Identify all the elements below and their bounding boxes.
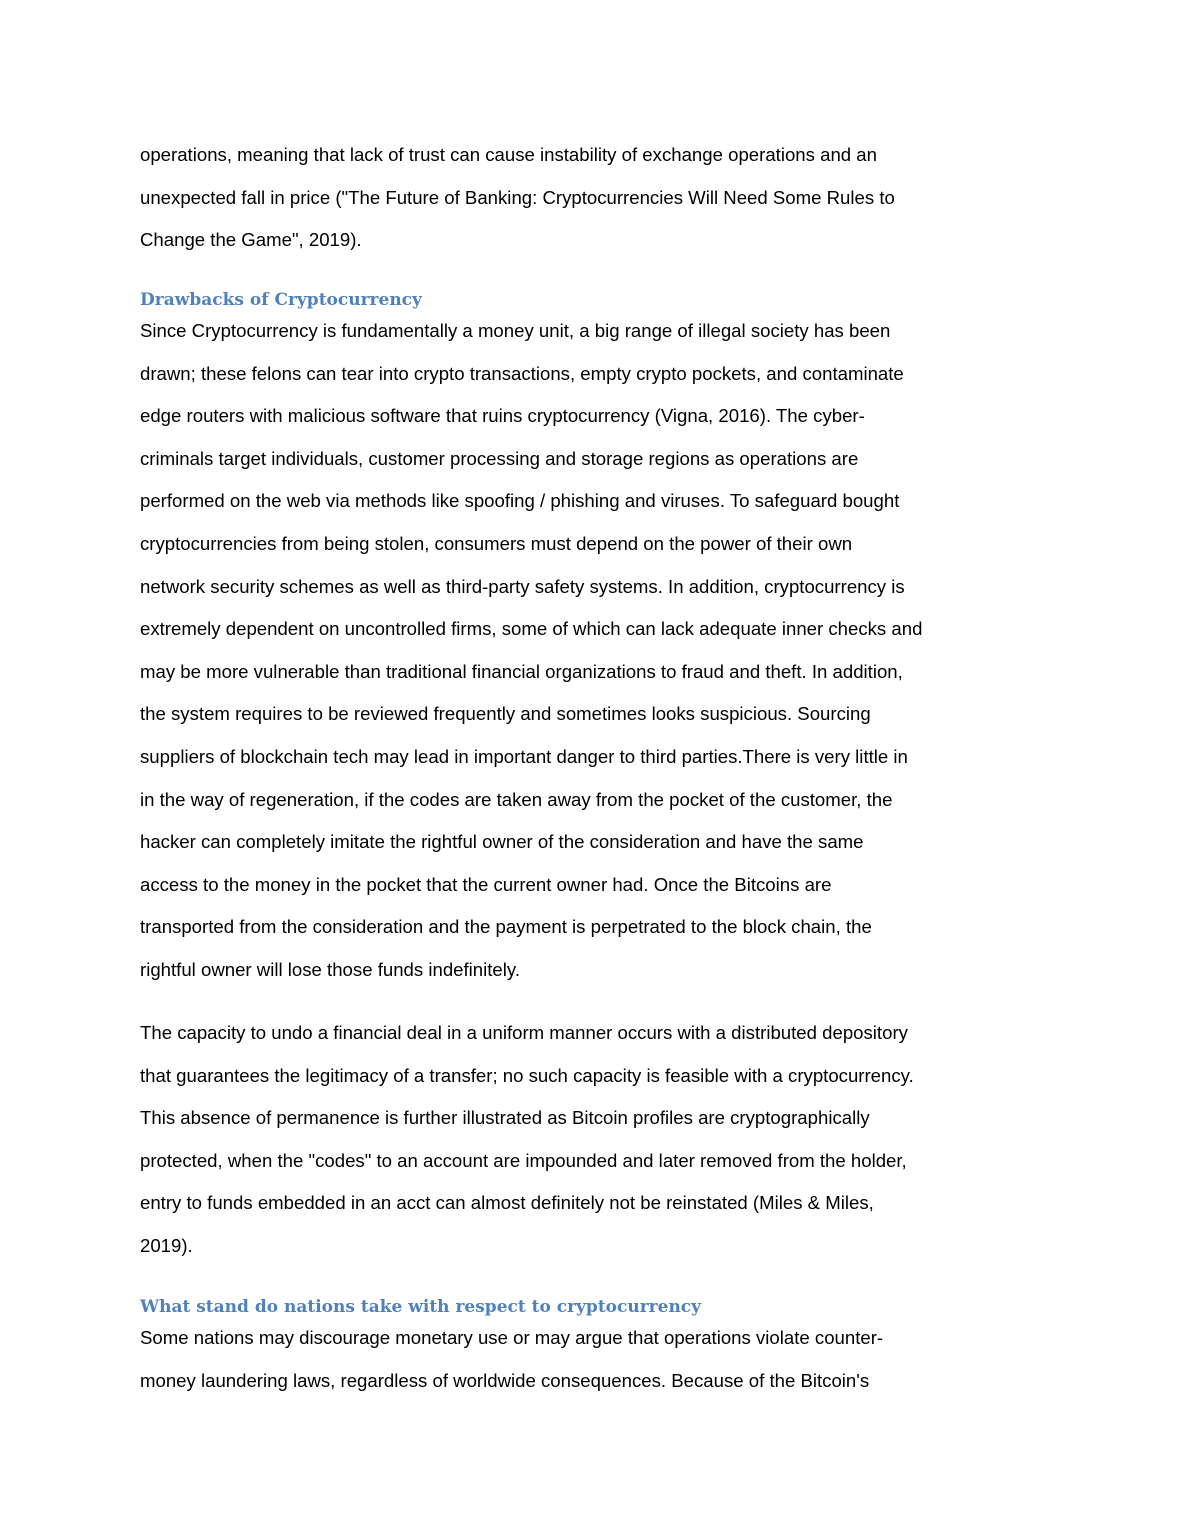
- paragraph-line: money laundering laws, regardless of worldwide consequences. Because of the Bitcoin's: [140, 1369, 870, 1391]
- paragraph-line: The capacity to undo a financial deal in a uniform manner occurs with a distributed depository: [140, 1022, 908, 1043]
- paragraph-line: access to the money in the pocket that the current owner had. Once the Bitcoins are: [140, 873, 832, 895]
- paragraph-line: suppliers of blockchain tech may lead in important danger to third parties.There is very little in: [140, 746, 908, 767]
- paragraph-line: Change the Game", 2019).: [140, 229, 362, 251]
- paragraph-line: drawn; these felons can tear into crypto transactions, empty crypto pockets, and contaminate: [140, 362, 904, 384]
- paragraph-line: unexpected fall in price ("The Future of Banking: Cryptocurrencies Will Need Some Rules to: [140, 186, 895, 208]
- section-heading: What stand do nations take with respect to cryptocurrency: [140, 1297, 702, 1317]
- paragraph-line: entry to funds embedded in an acct can almost definitely not be reinstated (Miles & Miles,: [140, 1192, 874, 1214]
- paragraph-line: hacker can completely imitate the rightful owner of the consideration and have the same: [140, 831, 864, 853]
- paragraph-line: Some nations may discourage monetary use or may argue that operations violate counter-: [140, 1327, 884, 1348]
- paragraph-line: rightful owner will lose those funds indefinitely.: [140, 959, 520, 980]
- paragraph-line: performed on the web via methods like spoofing / phishing and viruses. To safeguard bought: [140, 490, 900, 512]
- paragraph-line: 2019).: [140, 1235, 193, 1256]
- paragraph-line: Since Cryptocurrency is fundamentally a money unit, a big range of illegal society has been: [140, 320, 891, 341]
- paragraph-line: in the way of regeneration, if the codes are taken away from the pocket of the customer, the: [140, 788, 893, 810]
- paragraph-line: edge routers with malicious software that ruins cryptocurrency (Vigna, 2016). The cyber-: [140, 405, 865, 427]
- paragraph-line: that guarantees the legitimacy of a transfer; no such capacity is feasible with a cryptocurrency.: [140, 1064, 914, 1086]
- paragraph-line: extremely dependent on uncontrolled firms, some of which can lack adequate inner checks and: [140, 618, 923, 640]
- paragraph-line: operations, meaning that lack of trust can cause instability of exchange operations and an: [140, 144, 877, 165]
- paragraph-line: This absence of permanence is further illustrated as Bitcoin profiles are cryptographically: [140, 1107, 870, 1129]
- paragraph-line: the system requires to be reviewed frequently and sometimes looks suspicious. Sourcing: [140, 703, 871, 725]
- paragraph-line: criminals target individuals, customer processing and storage regions as operations are: [140, 447, 859, 469]
- paragraph-line: transported from the consideration and the payment is perpetrated to the block chain, the: [140, 916, 872, 938]
- paragraph-line: cryptocurrencies from being stolen, consumers must depend on the power of their own: [140, 533, 853, 554]
- paragraph-line: protected, when the "codes" to an account are impounded and later removed from the holder,: [140, 1149, 907, 1171]
- paragraph-line: may be more vulnerable than traditional financial organizations to fraud and theft. In addition,: [140, 660, 903, 682]
- paragraph-line: network security schemes as well as third-party safety systems. In addition, cryptocurrency is: [140, 575, 905, 597]
- section-heading: Drawbacks of Cryptocurrency: [140, 290, 422, 310]
